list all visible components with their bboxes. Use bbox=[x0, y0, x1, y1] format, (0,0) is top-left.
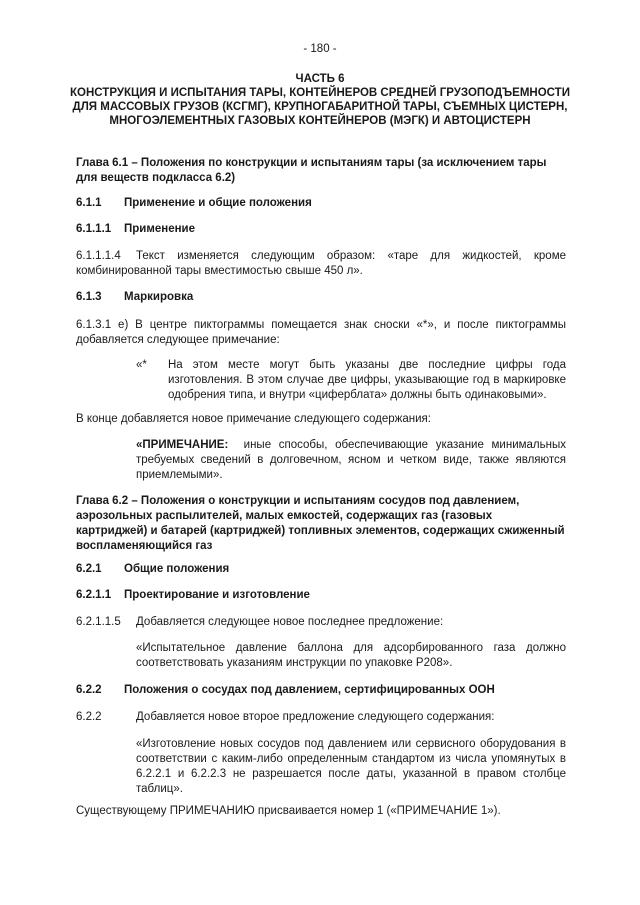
section-number: 6.2.1 bbox=[76, 563, 102, 575]
footnote-mark: «* bbox=[136, 359, 147, 371]
section-6-1-1-1 bbox=[76, 222, 566, 237]
paragraph-text: Текст изменяется следующим образом: «таре для жидкостей, кроме комбинированной тары вместимостью свыше 450 л». bbox=[76, 250, 566, 277]
paragraph-number: 6.2.1.1.5 bbox=[76, 616, 121, 628]
section-6-2-1-1 bbox=[76, 588, 566, 603]
paragraph-number: 6.1.1.1.4 bbox=[76, 250, 121, 262]
section-title: Проектирование и изготовление bbox=[124, 589, 310, 601]
section-number: 6.2.2 bbox=[76, 684, 102, 696]
paragraph-text: Добавляется следующее новое последнее предложение: bbox=[136, 616, 444, 628]
paragraph-6-1-1-1-4 bbox=[76, 249, 566, 279]
section-number: 6.2.1.1 bbox=[76, 589, 112, 601]
note-block bbox=[136, 438, 566, 483]
paragraph-number: 6.2.2 bbox=[76, 711, 102, 723]
note-text: иные способы, обеспечивающие указание минимальных требуемых сведений в долговечном, ясном и четком виде, также являются приемлемыми». bbox=[136, 439, 567, 481]
note-label: «ПРИМЕЧАНИЕ: bbox=[136, 439, 229, 451]
section-title: Применение bbox=[124, 223, 196, 235]
chapter-6-1-heading: Глава 6.1 – Положения по конструкции и испытаниям тары (за исключением тары для веществ подкласса 6.2) bbox=[76, 157, 547, 184]
section-6-2-2 bbox=[76, 683, 566, 698]
section-6-1-1 bbox=[76, 196, 566, 211]
section-number: 6.1.1 bbox=[76, 197, 102, 209]
footnote-text: На этом месте могут быть указаны две последние цифры года изготовления. В этом случае две цифры, указывающие год в маркировке одобрения типа, и внутри «циферблата» должны быть одинаковыми». bbox=[168, 359, 566, 401]
final-paragraph: Существующему ПРИМЕЧАНИЮ присваивается номер 1 («ПРИМЕЧАНИЕ 1»). bbox=[76, 805, 501, 817]
paragraph-6-2-2 bbox=[76, 710, 566, 725]
part-title: ЧАСТЬ 6 КОНСТРУКЦИЯ И ИСПЫТАНИЯ ТАРЫ, КОНТЕЙНЕРОВ СРЕДНЕЙ ГРУЗОПОДЪЕМНОСТИ ДЛЯ МАССОВЫХ ГРУЗОВ (КСГМГ), КРУПНОГАБАРИТНОЙ ТАРЫ, СЪЕМНЫХ ЦИСТЕРН, МНОГОЭЛЕМЕНТНЫХ ГАЗОВЫХ КОНТЕЙНЕРОВ (МЭГК) И АВТОЦИСТЕРН bbox=[70, 73, 570, 127]
section-title: Общие положения bbox=[124, 563, 230, 575]
section-title: Маркировка bbox=[124, 291, 194, 303]
page-number: - 180 - bbox=[303, 43, 337, 55]
section-title: Положения о сосудах под давлением, сертифицированных ООН bbox=[124, 684, 495, 696]
paragraph-6-1-3-1: 6.1.3.1 е) В центре пиктограммы помещается знак сноски «*», и после пиктограммы добавляется следующее примечание: bbox=[76, 319, 566, 346]
section-number: 6.1.3 bbox=[76, 291, 102, 303]
quote-p208: «Испытательное давление баллона для адсорбированного газа должно соответствовать указаниям инструкции по упаковке Р208». bbox=[136, 642, 566, 669]
section-6-1-3 bbox=[76, 290, 566, 305]
paragraph-end-note: В конце добавляется новое примечание следующего содержания: bbox=[76, 413, 431, 425]
paragraph-text: Добавляется новое второе предложение следующего содержания: bbox=[136, 711, 495, 723]
section-number: 6.1.1.1 bbox=[76, 223, 112, 235]
quote-new-vessels: «Изготовление новых сосудов под давлением или сервисного оборудования в соответствии с каким-либо определенным стандартом из числа упомянутых в 6.2.2.1 и 6.2.2.3 не разрешается после даты, указанной в правом столбце таблиц». bbox=[136, 738, 566, 795]
paragraph-6-2-1-1-5 bbox=[76, 615, 566, 630]
section-6-2-1 bbox=[76, 562, 566, 577]
section-title: Применение и общие положения bbox=[124, 197, 312, 209]
chapter-6-2-heading: Глава 6.2 – Положения о конструкции и испытаниям сосудов под давлением, аэрозольных распылителей, малых емкостей, содержащих газ (газовых картриджей) и батарей (картриджей) топливных элементов, содержащих сжиженный воспламеняющийся газ bbox=[76, 495, 565, 552]
